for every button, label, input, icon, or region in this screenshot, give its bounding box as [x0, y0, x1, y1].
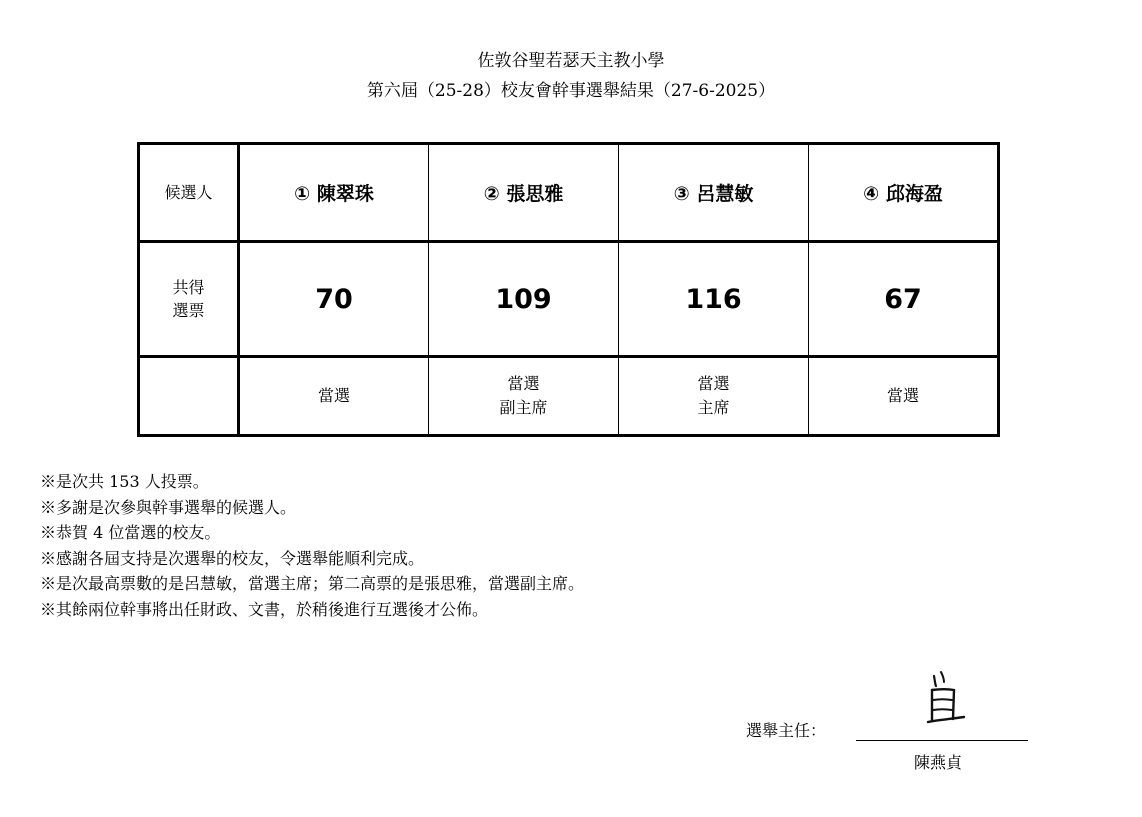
votes-cell — [809, 242, 999, 357]
vote-count: 109 — [495, 283, 552, 315]
vote-count: 70 — [315, 283, 353, 315]
notes-list — [40, 469, 584, 622]
candidate-cell — [429, 144, 619, 242]
vote-count: 67 — [884, 283, 922, 315]
election-status: 當選 — [886, 386, 919, 405]
candidate-cell — [239, 144, 429, 242]
votes-row — [139, 242, 999, 357]
vote-count: 116 — [685, 283, 742, 315]
election-status: 當選 主席 — [697, 374, 730, 417]
note-item: ※是次最高票數的是呂慧敏，當選主席；第二高票的是張思雅，當選副主席。 — [40, 574, 585, 593]
note-item: ※恭賀 4 位當選的校友。 — [40, 523, 221, 542]
election-status: 當選 副主席 — [499, 374, 548, 417]
school-name: 佐敦谷聖若瑟天主教小學 — [477, 51, 665, 71]
results-table — [137, 142, 1000, 437]
result-row — [139, 357, 999, 436]
status-cell — [619, 357, 809, 436]
election-status: 當選 — [317, 386, 350, 405]
note-item: ※是次共 153 人投票。 — [40, 472, 209, 491]
note-item: ※其餘兩位幹事將出任財政、文書，於稍後進行互選後才公佈。 — [40, 599, 489, 619]
votes-cell — [239, 242, 429, 357]
signature-name: 陳燕貞 — [914, 753, 963, 772]
candidate-name: ① 陳翠珠 — [294, 183, 374, 205]
candidate-cell — [619, 144, 809, 242]
signature-line — [856, 740, 1028, 741]
note-item: ※多謝是次參與幹事選舉的候選人。 — [40, 497, 297, 517]
votes-cell — [619, 242, 809, 357]
candidates-row — [139, 144, 999, 242]
row-label-votes-text: 共得 選票 — [172, 278, 205, 320]
status-cell — [429, 357, 619, 436]
votes-cell — [429, 242, 619, 357]
status-cell — [239, 357, 429, 436]
election-title: 第六屆（25-28）校友會幹事選舉結果（27-6-2025） — [366, 81, 776, 101]
candidate-cell — [809, 144, 999, 242]
row-label-votes — [139, 242, 239, 357]
handwritten-signature — [924, 670, 968, 728]
row-label-result — [139, 357, 239, 436]
candidate-name: ② 張思雅 — [483, 183, 564, 205]
row-label-candidates-text: 候選人 — [164, 183, 213, 202]
candidate-name: ③ 呂慧敏 — [673, 183, 754, 205]
signature-label: 選舉主任： — [746, 721, 827, 740]
status-cell — [809, 357, 999, 436]
row-label-candidates — [139, 144, 239, 242]
note-item: ※感謝各屆支持是次選舉的校友，令選舉能順利完成。 — [40, 548, 425, 568]
candidate-name: ④ 邱海盈 — [863, 183, 943, 205]
